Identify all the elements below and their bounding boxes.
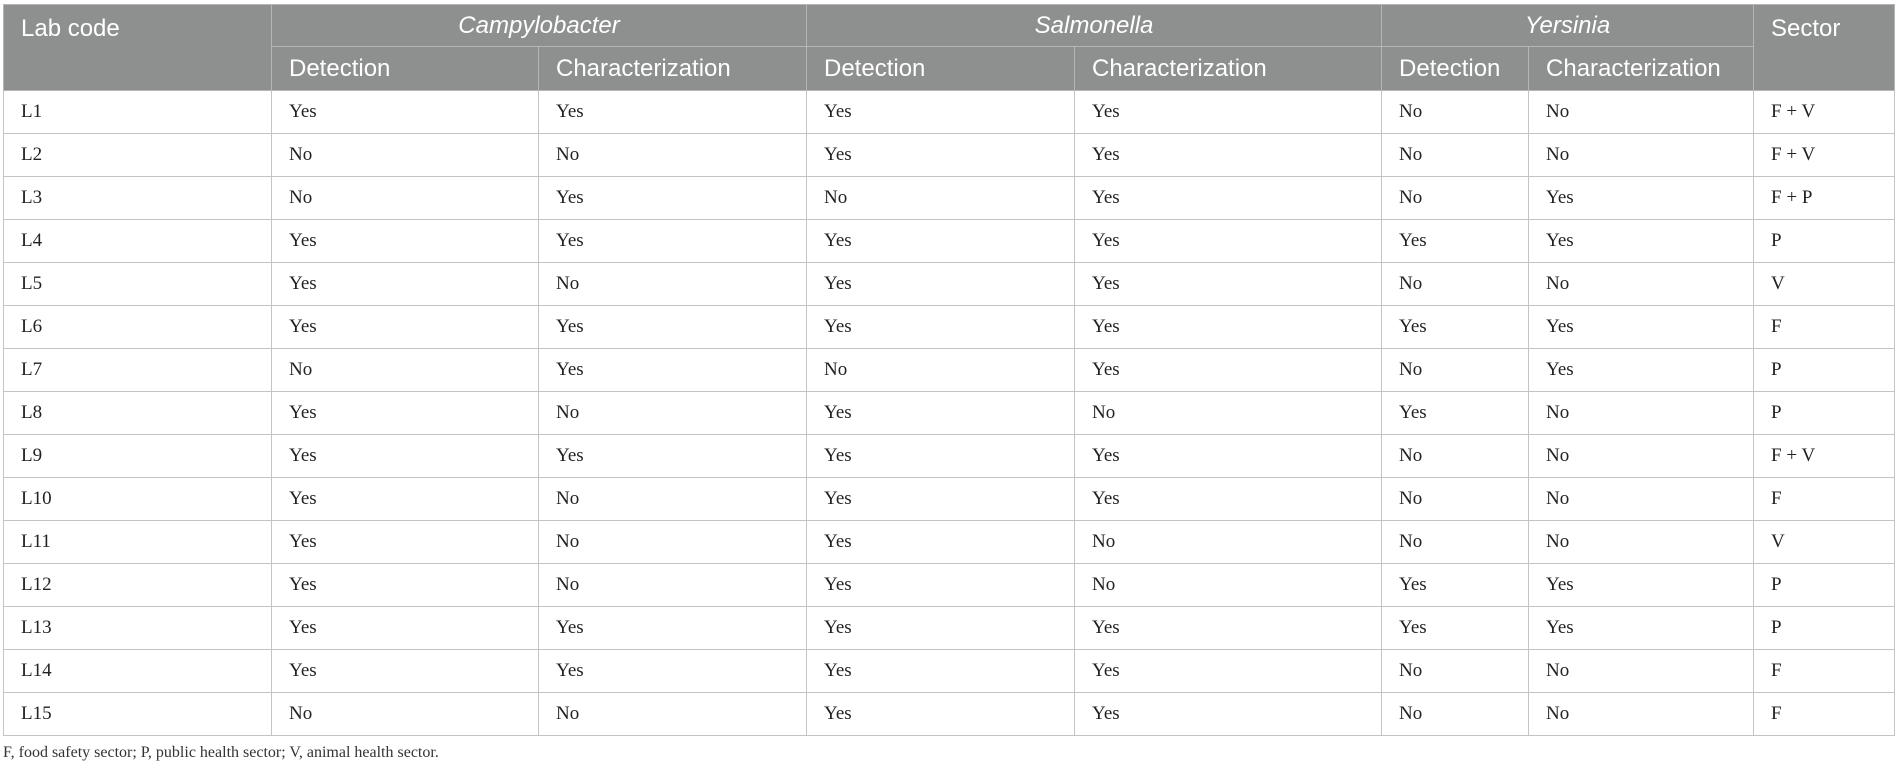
campylobacter-characterization-cell: No <box>539 564 807 607</box>
yersinia-detection-cell: Yes <box>1382 392 1529 435</box>
campylobacter-characterization-cell: Yes <box>539 650 807 693</box>
sector-cell: F <box>1754 693 1895 736</box>
sector-cell: F + P <box>1754 177 1895 220</box>
yersinia-detection-cell: No <box>1382 263 1529 306</box>
yersinia-characterization-cell: No <box>1529 478 1754 521</box>
table-row <box>4 564 1895 607</box>
campylobacter-characterization-cell: No <box>539 478 807 521</box>
yersinia-characterization-cell: No <box>1529 693 1754 736</box>
salmonella-detection-cell: Yes <box>807 650 1075 693</box>
table-row <box>4 521 1895 564</box>
salmonella-detection-cell: Yes <box>807 607 1075 650</box>
campylobacter-detection-cell: Yes <box>272 435 539 478</box>
table-row <box>4 263 1895 306</box>
yersinia-characterization-cell: No <box>1529 392 1754 435</box>
campylobacter-characterization-cell: No <box>539 392 807 435</box>
sector-cell: P <box>1754 392 1895 435</box>
lab-code-cell: L8 <box>4 392 272 435</box>
sector-header: Sector <box>1754 5 1895 91</box>
table-header <box>4 5 1895 91</box>
campylobacter-characterization-cell: Yes <box>539 435 807 478</box>
salmonella-characterization-cell: Yes <box>1075 435 1382 478</box>
lab-code-cell: L12 <box>4 564 272 607</box>
sector-cell: P <box>1754 607 1895 650</box>
yersinia-detection-cell: Yes <box>1382 306 1529 349</box>
salmonella-detection-cell: Yes <box>807 478 1075 521</box>
salmonella-detection-cell: Yes <box>807 134 1075 177</box>
salmonella-characterization-cell: Yes <box>1075 306 1382 349</box>
salmonella-detection-cell: Yes <box>807 263 1075 306</box>
sector-cell: F + V <box>1754 134 1895 177</box>
campylobacter-detection-cell: Yes <box>272 220 539 263</box>
yersinia-detection-cell: No <box>1382 521 1529 564</box>
sector-cell: F + V <box>1754 91 1895 134</box>
yersinia-characterization-cell: Yes <box>1529 607 1754 650</box>
campylobacter-group-header: Campylobacter <box>272 5 807 47</box>
sector-cell: P <box>1754 564 1895 607</box>
salmonella-characterization-cell: Yes <box>1075 693 1382 736</box>
lab-code-cell: L11 <box>4 521 272 564</box>
salmonella-characterization-cell: No <box>1075 521 1382 564</box>
salmonella-characterization-cell: Yes <box>1075 349 1382 392</box>
yersinia-detection-cell: No <box>1382 435 1529 478</box>
table-row <box>4 435 1895 478</box>
salmonella-detection-cell: Yes <box>807 435 1075 478</box>
table-footnote: F, food safety sector; P, public health sector; V, animal health sector. <box>3 744 439 761</box>
lab-code-header: Lab code <box>4 5 272 91</box>
lab-code-cell: L10 <box>4 478 272 521</box>
sector-cell: V <box>1754 263 1895 306</box>
salmonella-detection-header: Detection <box>807 47 1075 91</box>
campylobacter-detection-cell: Yes <box>272 91 539 134</box>
salmonella-detection-cell: Yes <box>807 564 1075 607</box>
salmonella-detection-cell: Yes <box>807 392 1075 435</box>
lab-code-cell: L2 <box>4 134 272 177</box>
campylobacter-detection-cell: No <box>272 177 539 220</box>
yersinia-characterization-cell: No <box>1529 91 1754 134</box>
sector-cell: P <box>1754 220 1895 263</box>
salmonella-detection-cell: Yes <box>807 521 1075 564</box>
table-row <box>4 91 1895 134</box>
yersinia-characterization-cell: Yes <box>1529 349 1754 392</box>
table-row <box>4 134 1895 177</box>
sector-cell: F + V <box>1754 435 1895 478</box>
yersinia-detection-cell: Yes <box>1382 564 1529 607</box>
yersinia-detection-cell: No <box>1382 693 1529 736</box>
salmonella-detection-cell: Yes <box>807 306 1075 349</box>
yersinia-characterization-cell: Yes <box>1529 177 1754 220</box>
table-row <box>4 392 1895 435</box>
yersinia-detection-cell: Yes <box>1382 607 1529 650</box>
yersinia-detection-cell: No <box>1382 478 1529 521</box>
yersinia-group-header: Yersinia <box>1382 5 1754 47</box>
yersinia-characterization-cell: No <box>1529 435 1754 478</box>
salmonella-characterization-cell: Yes <box>1075 607 1382 650</box>
yersinia-detection-cell: Yes <box>1382 220 1529 263</box>
lab-code-cell: L5 <box>4 263 272 306</box>
campylobacter-characterization-cell: Yes <box>539 91 807 134</box>
table-row <box>4 607 1895 650</box>
campylobacter-detection-cell: No <box>272 693 539 736</box>
header-row-subcolumns <box>4 47 1895 91</box>
campylobacter-characterization-cell: No <box>539 134 807 177</box>
header-row-groups <box>4 5 1895 47</box>
salmonella-characterization-cell: Yes <box>1075 91 1382 134</box>
salmonella-characterization-cell: Yes <box>1075 220 1382 263</box>
yersinia-characterization-cell: No <box>1529 521 1754 564</box>
campylobacter-characterization-cell: Yes <box>539 306 807 349</box>
salmonella-detection-cell: Yes <box>807 220 1075 263</box>
lab-code-cell: L13 <box>4 607 272 650</box>
yersinia-characterization-header: Characterization <box>1529 47 1754 91</box>
campylobacter-characterization-cell: Yes <box>539 607 807 650</box>
campylobacter-detection-header: Detection <box>272 47 539 91</box>
lab-code-cell: L4 <box>4 220 272 263</box>
campylobacter-detection-cell: No <box>272 349 539 392</box>
sector-cell: F <box>1754 306 1895 349</box>
table-row <box>4 693 1895 736</box>
salmonella-detection-cell: Yes <box>807 91 1075 134</box>
campylobacter-detection-cell: No <box>272 134 539 177</box>
yersinia-characterization-cell: No <box>1529 650 1754 693</box>
lab-code-cell: L3 <box>4 177 272 220</box>
salmonella-detection-cell: No <box>807 349 1075 392</box>
salmonella-characterization-cell: No <box>1075 392 1382 435</box>
sector-cell: F <box>1754 478 1895 521</box>
campylobacter-characterization-header: Characterization <box>539 47 807 91</box>
campylobacter-detection-cell: Yes <box>272 392 539 435</box>
campylobacter-detection-cell: Yes <box>272 564 539 607</box>
salmonella-characterization-cell: Yes <box>1075 478 1382 521</box>
yersinia-characterization-cell: No <box>1529 263 1754 306</box>
yersinia-detection-cell: No <box>1382 134 1529 177</box>
yersinia-detection-cell: No <box>1382 650 1529 693</box>
lab-code-cell: L14 <box>4 650 272 693</box>
lab-code-cell: L15 <box>4 693 272 736</box>
yersinia-detection-cell: No <box>1382 177 1529 220</box>
salmonella-characterization-header: Characterization <box>1075 47 1382 91</box>
table-row <box>4 478 1895 521</box>
campylobacter-characterization-cell: No <box>539 263 807 306</box>
yersinia-characterization-cell: Yes <box>1529 564 1754 607</box>
campylobacter-characterization-cell: Yes <box>539 349 807 392</box>
campylobacter-characterization-cell: No <box>539 693 807 736</box>
salmonella-group-header: Salmonella <box>807 5 1382 47</box>
yersinia-characterization-cell: Yes <box>1529 306 1754 349</box>
lab-code-cell: L1 <box>4 91 272 134</box>
salmonella-characterization-cell: Yes <box>1075 263 1382 306</box>
salmonella-characterization-cell: Yes <box>1075 134 1382 177</box>
yersinia-detection-cell: No <box>1382 349 1529 392</box>
sector-cell: P <box>1754 349 1895 392</box>
campylobacter-detection-cell: Yes <box>272 521 539 564</box>
yersinia-detection-cell: No <box>1382 91 1529 134</box>
table-row <box>4 220 1895 263</box>
campylobacter-detection-cell: Yes <box>272 263 539 306</box>
yersinia-characterization-cell: No <box>1529 134 1754 177</box>
lab-code-cell: L9 <box>4 435 272 478</box>
campylobacter-characterization-cell: Yes <box>539 220 807 263</box>
table-row <box>4 306 1895 349</box>
table-row <box>4 349 1895 392</box>
campylobacter-detection-cell: Yes <box>272 306 539 349</box>
salmonella-characterization-cell: Yes <box>1075 650 1382 693</box>
table-row <box>4 650 1895 693</box>
salmonella-detection-cell: Yes <box>807 693 1075 736</box>
salmonella-characterization-cell: Yes <box>1075 177 1382 220</box>
sector-cell: F <box>1754 650 1895 693</box>
yersinia-detection-header: Detection <box>1382 47 1529 91</box>
lab-code-cell: L6 <box>4 306 272 349</box>
campylobacter-detection-cell: Yes <box>272 478 539 521</box>
lab-capability-table <box>3 4 1895 736</box>
campylobacter-detection-cell: Yes <box>272 650 539 693</box>
lab-code-cell: L7 <box>4 349 272 392</box>
campylobacter-characterization-cell: Yes <box>539 177 807 220</box>
campylobacter-detection-cell: Yes <box>272 607 539 650</box>
table-body <box>4 91 1895 736</box>
salmonella-detection-cell: No <box>807 177 1075 220</box>
campylobacter-characterization-cell: No <box>539 521 807 564</box>
yersinia-characterization-cell: Yes <box>1529 220 1754 263</box>
sector-cell: V <box>1754 521 1895 564</box>
salmonella-characterization-cell: No <box>1075 564 1382 607</box>
table-row <box>4 177 1895 220</box>
